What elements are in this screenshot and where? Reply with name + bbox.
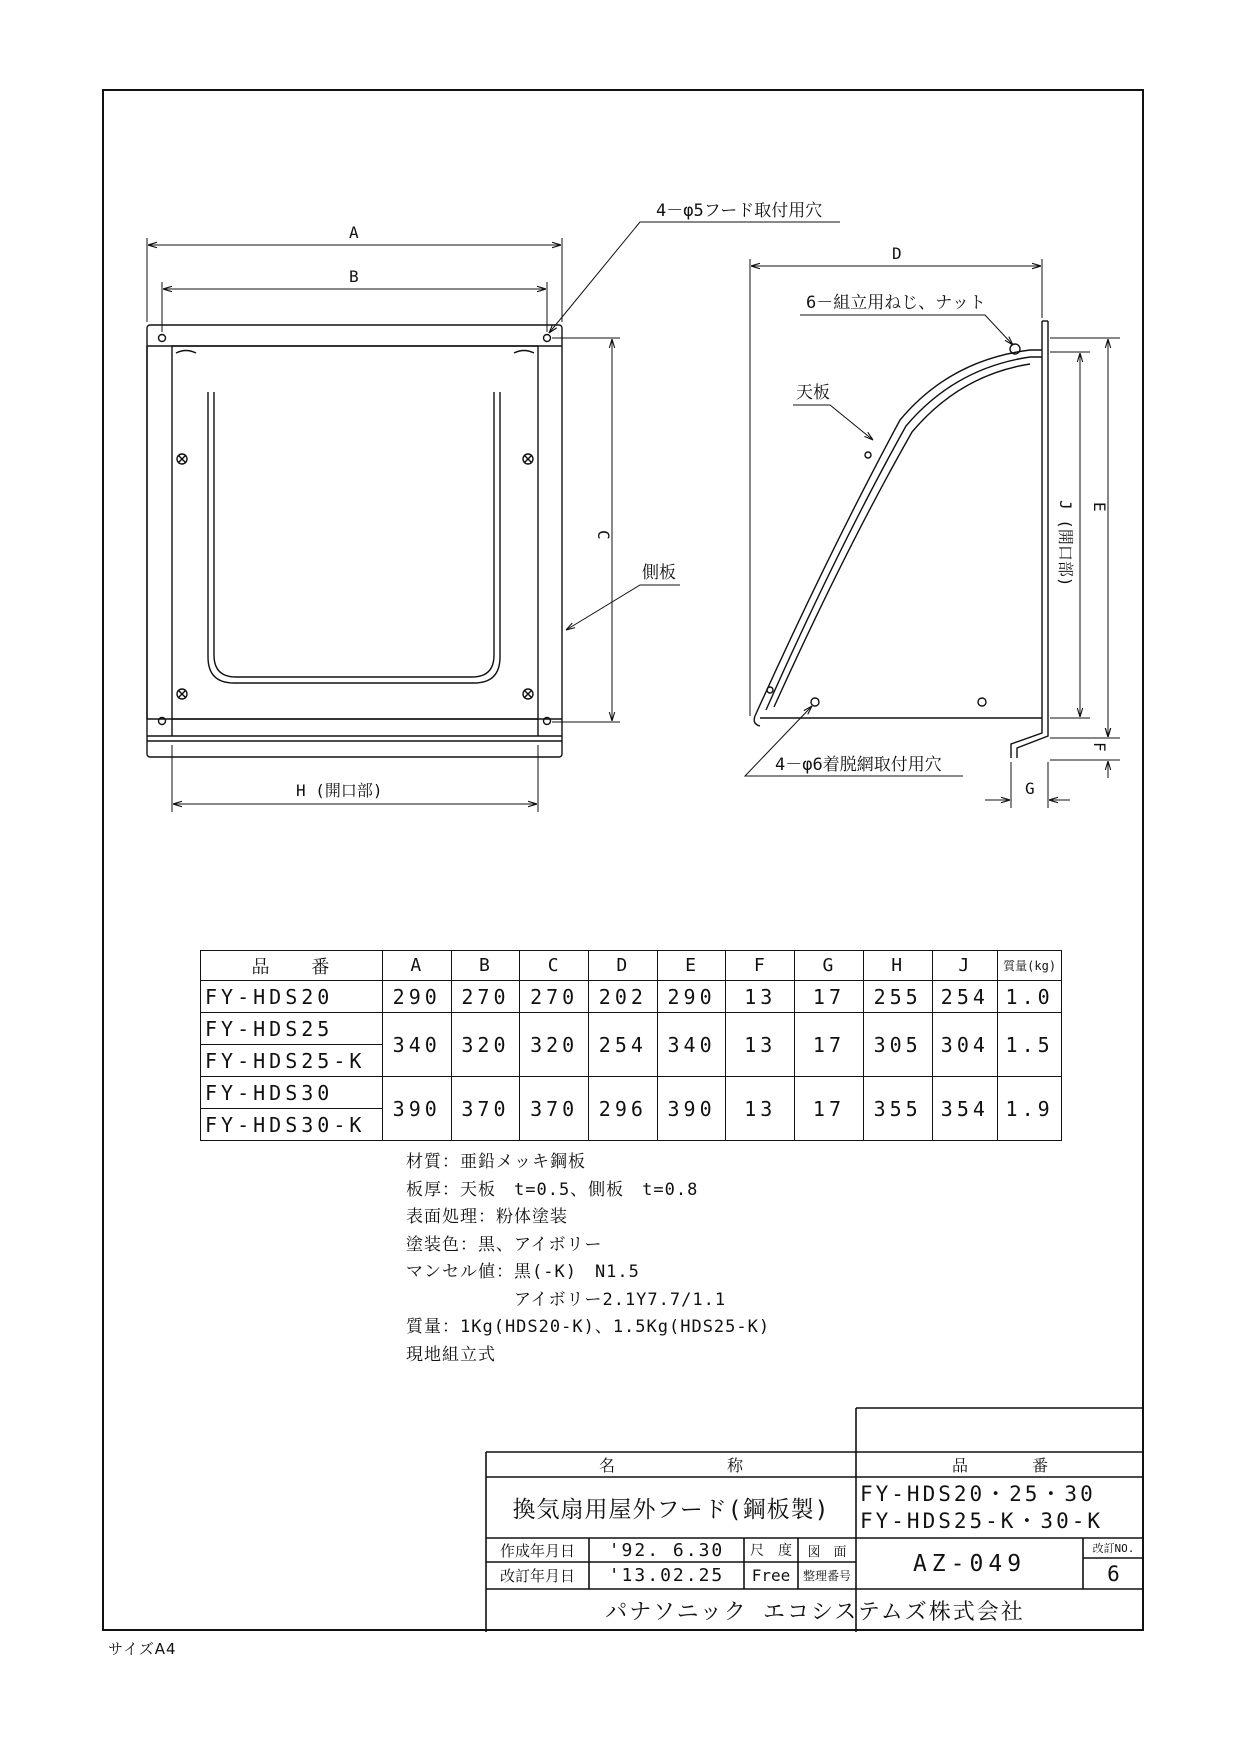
dim-d-label: D: [892, 244, 902, 263]
cell-f: 13: [726, 981, 795, 1013]
top-plate-label: 天板: [796, 383, 830, 403]
cell-f: 13: [726, 1077, 795, 1141]
revised-date: '13.02.25: [608, 1565, 725, 1586]
dim-g-label: G: [1025, 779, 1035, 798]
cell-c: 320: [520, 1013, 589, 1077]
dim-b-label: B: [349, 267, 359, 286]
cell-d: 296: [589, 1077, 658, 1141]
scale-label: 尺 度: [750, 1543, 792, 1559]
revision-number: 6: [1107, 1561, 1120, 1586]
revision-label: 改訂NO.: [1092, 1542, 1135, 1555]
cell-f: 13: [726, 1013, 795, 1077]
paper-size-label: サイズA4: [108, 1640, 177, 1658]
cell-d: 202: [589, 981, 658, 1013]
cell-a: 290: [382, 981, 451, 1013]
dim-j-label: J (開口部): [1056, 500, 1075, 587]
cell-mass: 1.0: [998, 981, 1062, 1013]
header-g: G: [795, 951, 864, 981]
created-label: 作成年月日: [499, 1541, 575, 1560]
cell-model: FY-HDS30-K: [201, 1109, 383, 1141]
header-j: J: [932, 951, 998, 981]
dim-a-label: A: [349, 223, 359, 242]
cell-c: 270: [520, 981, 589, 1013]
table-row: [201, 1013, 1062, 1045]
cell-model: FY-HDS30: [201, 1077, 383, 1109]
screw-icon: [177, 454, 533, 699]
side-plate-label: 側板: [642, 563, 676, 583]
product-number-2: FY-HDS25-K・30-K: [860, 1509, 1104, 1533]
scale-value: Free: [751, 1566, 791, 1585]
table-header-row: [201, 951, 1062, 981]
cell-e: 290: [657, 981, 726, 1013]
drawing-number: AZ-049: [912, 1550, 1027, 1577]
header-mass: 質量(kg): [998, 951, 1062, 981]
cell-j: 254: [932, 981, 998, 1013]
revised-label: 改訂年月日: [499, 1567, 575, 1585]
created-date: '92. 6.30: [608, 1539, 725, 1561]
spec-table: [200, 950, 1062, 1141]
cell-a: 390: [382, 1077, 451, 1141]
hole-note: 4－φ5フード取付用穴: [656, 201, 823, 221]
screw-note: 6－組立用ねじ、ナット: [806, 293, 986, 313]
dim-e-label: E: [1090, 502, 1109, 512]
table-row: [201, 981, 1062, 1013]
header-a: A: [382, 951, 451, 981]
front-view: [147, 325, 562, 757]
note-munsell: マンセル値：黒(-K) N1.5: [406, 1262, 640, 1282]
note-mass: 質量：1Kg(HDS20-K)、1.5Kg(HDS25-K): [406, 1317, 771, 1337]
cell-a: 340: [382, 1013, 451, 1077]
drawing-label-2: 整理番号: [802, 1569, 851, 1583]
cell-h: 255: [863, 981, 932, 1013]
product-name: 換気扇用屋外フード(鋼板製): [512, 1497, 830, 1523]
cell-h: 355: [863, 1077, 932, 1141]
dim-f-label: F: [1090, 742, 1109, 752]
note-assembly: 現地組立式: [406, 1344, 496, 1365]
cell-b: 370: [451, 1077, 520, 1141]
drawing-label: 図 面: [807, 1544, 847, 1560]
cell-mass: 1.9: [998, 1077, 1062, 1141]
header-e: E: [657, 951, 726, 981]
cell-g: 17: [795, 1077, 864, 1141]
dim-c-label: C: [594, 530, 613, 540]
header-c: C: [520, 951, 589, 981]
notes-list: [406, 1149, 770, 1369]
cell-e: 340: [657, 1013, 726, 1077]
name-header: 名 称: [598, 1456, 743, 1475]
note-munsell-ivory: アイボリー2.1Y7.7/1.1: [406, 1289, 727, 1310]
cell-mass: 1.5: [998, 1013, 1062, 1077]
header-model: 品 番: [201, 951, 383, 981]
header-f: F: [726, 951, 795, 981]
table-row: [201, 1077, 1062, 1109]
cell-j: 354: [932, 1077, 998, 1141]
note-thickness: 板厚：天板 t=0.5、側板 t=0.8: [406, 1179, 699, 1200]
header-d: D: [589, 951, 658, 981]
cell-model: FY-HDS20: [201, 981, 383, 1013]
cell-model: FY-HDS25: [201, 1013, 383, 1045]
product-number-1: FY-HDS20・25・30: [860, 1482, 1096, 1506]
cell-model: FY-HDS25-K: [201, 1045, 383, 1077]
cell-b: 320: [451, 1013, 520, 1077]
dim-h-label: H (開口部): [296, 781, 383, 800]
cell-b: 270: [451, 981, 520, 1013]
net-hole-note: 4－φ6着脱網取付用穴: [775, 755, 942, 775]
cell-e: 390: [657, 1077, 726, 1141]
cell-d: 254: [589, 1013, 658, 1077]
cell-j: 304: [932, 1013, 998, 1077]
header-b: B: [451, 951, 520, 981]
cell-h: 305: [863, 1013, 932, 1077]
cell-g: 17: [795, 1013, 864, 1077]
note-surface: 表面処理：粉体塗装: [406, 1207, 568, 1227]
cell-g: 17: [795, 981, 864, 1013]
company-name: パナソニック エコシステムズ株式会社: [605, 1600, 1025, 1625]
note-material: 材質：亜鉛メッキ鋼板: [406, 1152, 586, 1172]
note-color: 塗装色：黒、アイボリー: [406, 1234, 603, 1255]
cell-c: 370: [520, 1077, 589, 1141]
header-h: H: [863, 951, 932, 981]
number-header: 品 番: [951, 1456, 1048, 1475]
